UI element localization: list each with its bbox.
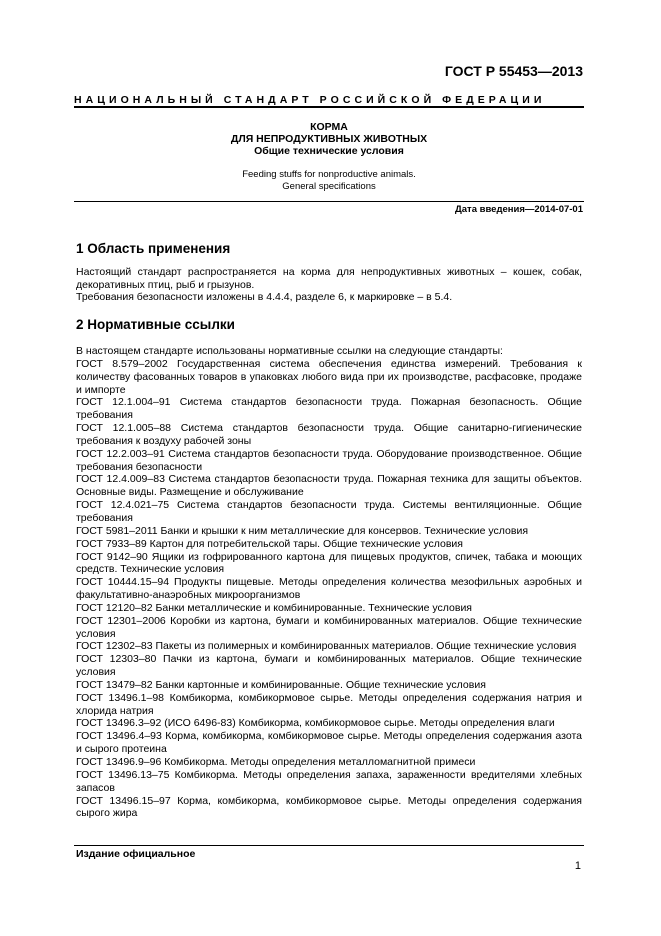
references-list [76,345,582,820]
title-line-3: Общие технические условия [254,145,404,157]
national-standard-banner: НАЦИОНАЛЬНЫЙ СТАНДАРТ РОССИЙСКОЙ ФЕДЕРАЦИИ [74,94,546,106]
section-1-body [76,266,582,304]
footer-rule [74,845,584,846]
reference-item: ГОСТ 13496.13–75 Комбикорма. Методы определения запаха, зараженности вредителями хлебных запасов [76,768,582,794]
reference-item: ГОСТ 13479–82 Банки картонные и комбинированные. Общие технические условия [76,678,486,691]
title-block [74,121,584,157]
section-1-paragraph-1 [76,266,582,291]
introduction-date: Дата введения—2014-07-01 [455,204,583,215]
reference-item: ГОСТ 12.2.003–91 Система стандартов безопасности труда. Оборудование производственное. Общие требования безопасности [76,447,582,473]
reference-item: ГОСТ 10444.15–94 Продукты пищевые. Методы определения количества мезофильных аэробных и факультативно-анаэробных микроорганизмов [76,576,582,602]
title-line-1: КОРМА [310,121,348,133]
section-1-paragraph-2 [76,291,582,304]
reference-item: ГОСТ 12.4.009–83 Система стандартов безопасности труда. Пожарная техника для защиты объектов. Основные виды. Размещение и обслуживание [76,473,582,499]
title-english [74,169,584,192]
title-line-2: ДЛЯ НЕПРОДУКТИВНЫХ ЖИВОТНЫХ [230,133,428,145]
reference-item: ГОСТ 13496.1–98 Комбикорма, комбикормовое сырье. Методы определения содержания натрия и хлорида натрия [76,691,582,717]
reference-item: ГОСТ 13496.4–93 Корма, комбикорма, комбикормовое сырье. Методы определения содержания азота и сырого протеина [76,730,582,756]
reference-item: ГОСТ 12.4.021–75 Система стандартов безопасности труда. Системы вентиляционные. Общие требования [76,499,582,524]
date-rule [74,201,584,202]
reference-item: ГОСТ 12301–2006 Коробки из картона, бумаги и комбинированных материалов. Общие технические условия [76,614,582,640]
top-rule [74,106,584,108]
page-number: 1 [574,860,581,872]
reference-item: ГОСТ 8.579–2002 Государственная система обеспечения единства измерений. Требования к количеству фасованных товаров в упаковках любого вида при их производстве, расфасовке, продаже и импорте [76,357,582,396]
reference-item: ГОСТ 12120–82 Банки металлические и комбинированные. Технические условия [76,601,472,614]
reference-item: ГОСТ 12303–80 Пачки из картона, бумаги и комбинированных материалов. Общие технические условия [76,653,582,679]
reference-item: ГОСТ 5981–2011 Банки и крышки к ним металлические для консервов. Технические условия [76,524,529,537]
section-1-heading: 1 Область применения [76,241,231,256]
reference-item: ГОСТ 13496.15–97 Корма, комбикорма, комбикормовое сырье. Методы определения содержания сырого жира [76,794,582,820]
reference-item: ГОСТ 13496.9–96 Комбикорма. Методы определения металломагнитной примеси [76,756,476,768]
reference-item: ГОСТ 12.1.004–91 Система стандартов безопасности труда. Пожарная безопасность. Общие требования [76,396,582,422]
section-2-heading: 2 Нормативные ссылки [76,317,235,332]
references-intro: В настоящем стандарте использованы нормативные ссылки на следующие стандарты: [76,345,503,357]
reference-item: ГОСТ 12.1.005–88 Система стандартов безопасности труда. Общие санитарно-гигиенические требования к воздуху рабочей зоны [76,422,582,447]
reference-item: ГОСТ 13496.3–92 (ИСО 6496-83) Комбикорма, комбикормовое сырье. Методы определения влаги [76,717,555,730]
title-en-line-2: General specifications [282,180,376,192]
reference-item: ГОСТ 7933–89 Картон для потребительской тары. Общие технические условия [76,537,463,550]
section-1-paragraph-1-text: Настоящий стандарт распространяется на корма для непродуктивных животных – кошек, собак, декоративных птиц, рыб и грызунов. [76,266,582,291]
official-edition-label: Издание официальное [76,848,196,860]
reference-item: ГОСТ 12302–83 Пакеты из полимерных и комбинированных материалов. Общие технические условия [76,640,577,653]
section-1-paragraph-2-text: Требования безопасности изложены в 4.4.4, разделе 6, к маркировке – в 5.4. [76,291,453,304]
title-en-line-1: Feeding stuffs for nonproductive animals. [242,169,416,180]
gost-code: ГОСТ Р 55453—2013 [444,63,583,79]
reference-item: ГОСТ 9142–90 Ящики из гофрированного картона для пищевых продуктов, спичек, табака и моющих средств. Технические условия [76,550,582,576]
